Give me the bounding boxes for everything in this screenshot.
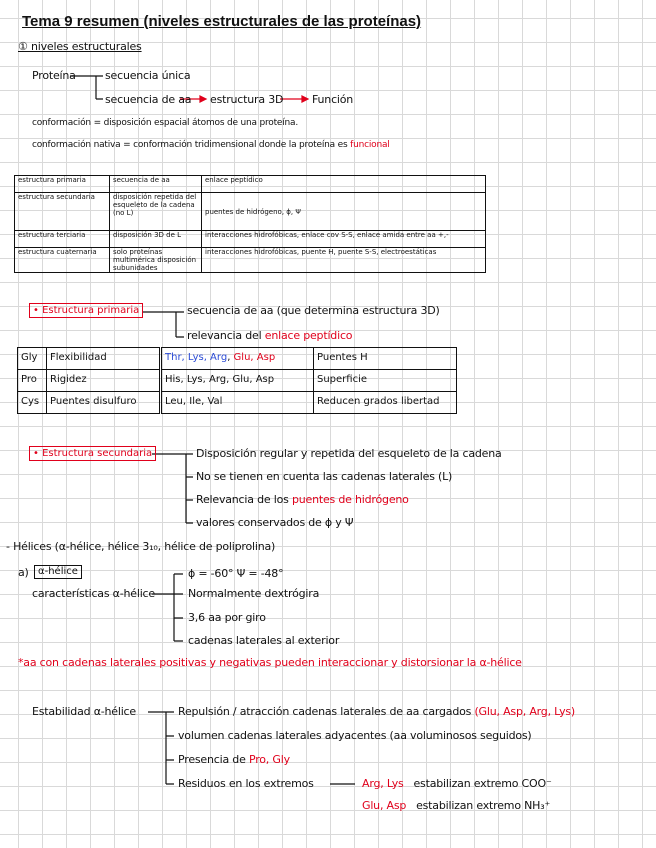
primaria-item-1: secuencia de aa (que determina estructura 3D) xyxy=(187,304,440,317)
structure-table xyxy=(14,175,486,273)
alfa-helice-box: α-hélice xyxy=(34,565,82,579)
helices-heading: - Hélices (α-hélice, hélice 3₁₀, hélice de poliprolina) xyxy=(6,540,276,553)
secuencia-unica: secuencia única xyxy=(105,69,191,82)
secuencia-aa: secuencia de aa xyxy=(105,93,192,106)
estructura-3d: estructura 3D xyxy=(210,93,284,106)
caracteristica-3: 3,6 aa por giro xyxy=(188,611,266,624)
aminoacid-table xyxy=(17,347,457,414)
primaria-item-2: relevancia del enlace peptídico xyxy=(187,329,353,342)
caracteristicas-label: características α-hélice xyxy=(32,587,155,600)
conformacion-nativa-def: conformación nativa = conformación tridimensional donde la proteína es funcional xyxy=(32,140,390,150)
estabilidad-item-1: Repulsión / atracción cadenas laterales de aa cargados (Glu, Asp, Arg, Lys) xyxy=(178,705,576,718)
estabilidad-label: Estabilidad α-hélice xyxy=(32,705,136,718)
section-heading-niveles: ① niveles estructurales xyxy=(18,40,142,53)
proteina-label: Proteína xyxy=(32,69,76,82)
estabilidad-item-3: Presencia de Pro, Gly xyxy=(178,753,290,766)
residuo-glu-asp: Glu, Asp estabilizan extremo NH₃⁺ xyxy=(362,799,551,812)
secundaria-item-2: No se tienen en cuenta las cadenas laterales (L) xyxy=(196,470,453,483)
caracteristica-2: Normalmente dextrógira xyxy=(188,587,320,600)
estructura-secundaria-box: • Estructura secundaria xyxy=(29,446,156,461)
table-row: estructura primaria secuencia de aa enlace peptídico xyxy=(15,176,486,193)
table-row: Cys Puentes disulfuro Leu, Ile, Val Reducen grados libertad xyxy=(18,392,457,414)
nota-alfa-helice: *aa con cadenas laterales positivas y negativas pueden interaccionar y distorsionar la α-hélice xyxy=(18,656,522,669)
table-row: estructura terciaria disposición 3D de L interacciones hidrofóbicas, enlace cov S-S, enlace amida entre aa +,- xyxy=(15,231,486,248)
secundaria-item-1: Disposición regular y repetida del esqueleto de la cadena xyxy=(196,447,502,460)
page-title: Tema 9 resumen (niveles estructurales de las proteínas) xyxy=(22,13,422,30)
table-row: estructura secundaria disposición repetida del esqueleto de la cadena (no L) puentes de hidrógeno, ϕ, Ψ xyxy=(15,193,486,231)
conformacion-def: conformación = disposición espacial átomos de una proteína. xyxy=(32,118,299,128)
funcion: Función xyxy=(312,93,354,106)
caracteristica-4: cadenas laterales al exterior xyxy=(188,634,340,647)
table-row: Pro Rigidez His, Lys, Arg, Glu, Asp Superficie xyxy=(18,370,457,392)
a-label: a) xyxy=(18,566,29,579)
secundaria-item-4: valores conservados de ϕ y Ψ xyxy=(196,516,354,529)
estructura-primaria-box: • Estructura primaria xyxy=(29,303,143,318)
residuo-arg-lys: Arg, Lys estabilizan extremo COO⁻ xyxy=(362,777,552,790)
funcional-word: funcional xyxy=(350,140,390,150)
secundaria-item-3: Relevancia de los puentes de hidrógeno xyxy=(196,493,409,506)
estabilidad-item-4: Residuos en los extremos xyxy=(178,777,314,790)
table-row: estructura cuaternaria solo proteínas multimérica disposición subunidades interacciones hidrofóbicas, puente H, puente S-S, electroestáticas xyxy=(15,248,486,273)
caracteristica-1: ϕ = -60° Ψ = -48° xyxy=(188,567,284,580)
estabilidad-item-2: volumen cadenas laterales adyacentes (aa voluminosos seguidos) xyxy=(178,729,532,742)
table-row: Gly Flexibilidad Thr, Lys, Arg, Glu, Asp Puentes H xyxy=(18,348,457,370)
